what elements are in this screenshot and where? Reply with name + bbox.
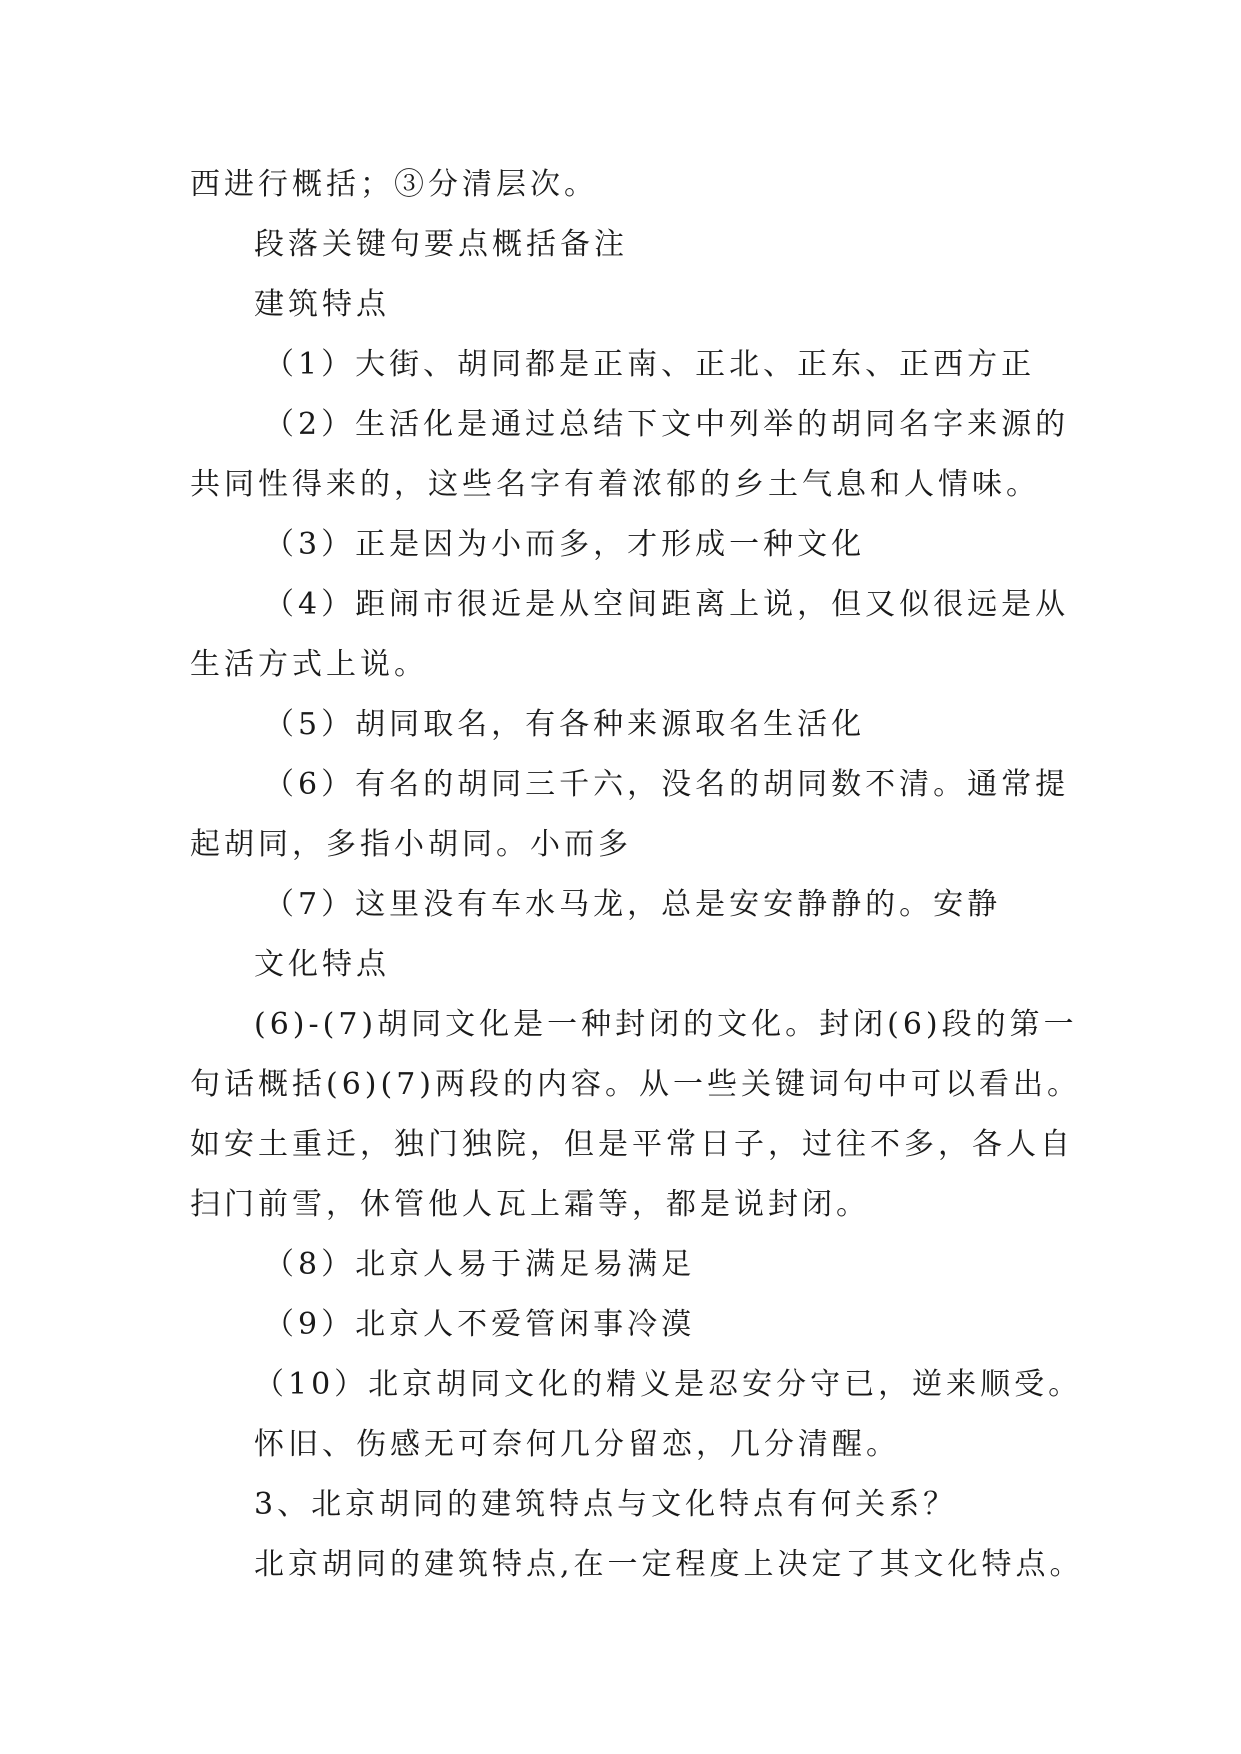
text-line: （7）这里没有车水马龙，总是安安静静的。安静 — [264, 887, 1002, 922]
text-line: 怀旧、伤感无可奈何几分留恋，几分清醒。 — [254, 1427, 900, 1462]
section-heading: 建筑特点 — [254, 287, 390, 322]
text-line: 扫门前雪，休管他人瓦上霜等，都是说封闭。 — [190, 1187, 870, 1222]
text-line: （2）生活化是通过总结下文中列举的胡同名字来源的 — [264, 407, 1070, 442]
question-line: 3、北京胡同的建筑特点与文化特点有何关系？ — [254, 1487, 958, 1522]
section-heading: 文化特点 — [254, 947, 390, 982]
text-line: (6)-(7)胡同文化是一种封闭的文化。封闭(6)段的第一 — [254, 1007, 1078, 1042]
document-body — [190, 155, 1084, 1595]
text-line: （8）北京人易于满足易满足 — [264, 1247, 696, 1282]
text-line: （3）正是因为小而多，才形成一种文化 — [264, 527, 866, 562]
text-line: 北京胡同的建筑特点,在一定程度上决定了其文化特点。 — [254, 1547, 1084, 1582]
text-line: （9）北京人不爱管闲事冷漠 — [264, 1307, 696, 1342]
text-line: 起胡同，多指小胡同。小而多 — [190, 827, 632, 862]
text-line: 共同性得来的，这些名字有着浓郁的乡土气息和人情味。 — [190, 467, 1040, 502]
text-line: （10）北京胡同文化的精义是忍安分守已，逆来顺受。 — [254, 1367, 1083, 1402]
text-line: （4）距闹市很近是从空间距离上说，但又似很远是从 — [264, 587, 1070, 622]
text-line: 如安土重迁，独门独院，但是平常日子，过往不多，各人自 — [190, 1127, 1074, 1162]
text-line: 西进行概括；③分清层次。 — [190, 167, 598, 202]
text-line: 生活方式上说。 — [190, 647, 428, 682]
text-line: （1）大街、胡同都是正南、正北、正东、正西方正 — [264, 347, 1036, 382]
text-line: （6）有名的胡同三千六，没名的胡同数不清。通常提 — [264, 767, 1070, 802]
text-line: 句话概括(6)(7)两段的内容。从一些关键词句中可以看出。 — [190, 1067, 1081, 1102]
text-line: 段落关键句要点概括备注 — [254, 227, 628, 262]
text-line: （5）胡同取名，有各种来源取名生活化 — [264, 707, 866, 742]
